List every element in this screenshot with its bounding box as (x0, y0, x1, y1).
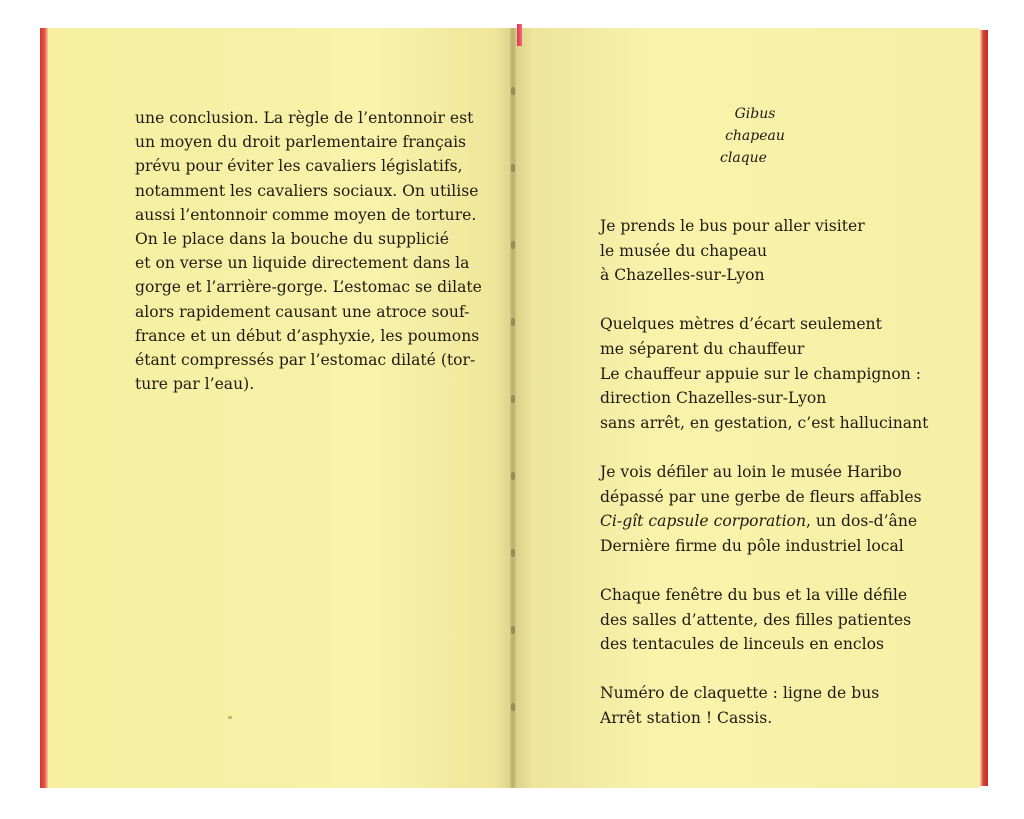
text-line: notamment les cavaliers sociaux. On utilise (135, 181, 479, 200)
stanza-2 (600, 312, 960, 435)
poem-title (700, 103, 810, 169)
verse-line: Dernière firme du pôle industriel local (600, 536, 904, 555)
verse-italic: Ci-gît capsule corporation (600, 512, 806, 531)
binding-stitch (511, 395, 515, 403)
verse-line: Chaque fenêtre du bus et la ville défile (600, 585, 908, 604)
text-line: gorge et l’arrière-gorge. L’estomac se dilate (135, 278, 482, 297)
stanza-5 (600, 681, 960, 730)
verse-line: Arrêt station ! Cassis. (600, 708, 773, 727)
verse-rest: , un dos-d’âne (806, 512, 918, 531)
binding-stitch (511, 318, 515, 326)
text-line: alors rapidement causant une atroce souf- (135, 302, 470, 321)
verse-line: des tentacules de linceuls en enclos (600, 635, 884, 654)
verse-line: me séparent du chauffeur (600, 339, 805, 358)
book-gutter (510, 28, 516, 788)
title-line-chapeau: chapeau (725, 128, 785, 144)
poem-body (600, 214, 960, 755)
verse-line: Quelques mètres d’écart seulement (600, 315, 882, 334)
text-line: et on verse un liquide directement dans la (135, 254, 470, 273)
title-line-claque: claque (720, 150, 767, 166)
verse-line: Je vois défiler au loin le musée Haribo (600, 462, 902, 481)
text-line: étant compressés par l’estomac dilaté (tor- (135, 351, 476, 370)
text-line: On le place dans la bouche du supplicié (135, 230, 449, 249)
stanza-4 (600, 583, 960, 657)
binding-stitch (511, 472, 515, 480)
binding-stitch (511, 703, 515, 711)
left-page-text (135, 106, 482, 396)
text-line: aussi l’entonnoir comme moyen de torture. (135, 205, 477, 224)
left-red-edge (40, 28, 48, 788)
verse-line: sans arrêt, en gestation, c’est hallucinant (600, 413, 929, 432)
text-line: un moyen du droit parlementaire français (135, 133, 467, 152)
stanza-1 (600, 214, 960, 288)
right-red-edge (980, 30, 988, 786)
text-line: prévu pour éviter les cavaliers législatifs, (135, 157, 463, 176)
verse-line: des salles d’attente, des filles patientes (600, 610, 912, 629)
verse-line: Numéro de claquette : ligne de bus (600, 684, 880, 703)
verse-line-mixed (600, 509, 960, 534)
binding-stitch (511, 549, 515, 557)
verse-line: Je prends le bus pour aller visiter (600, 217, 865, 235)
binding-stitch (511, 164, 515, 172)
binding-stitch (511, 241, 515, 249)
binding-stitch (511, 87, 515, 95)
page-mark (228, 716, 232, 719)
text-line: ture par l’eau). (135, 375, 255, 394)
verse-line: à Chazelles-sur-Lyon (600, 266, 765, 285)
title-line-gibus: Gibus (734, 106, 776, 122)
stanza-3 (600, 460, 960, 558)
verse-line: le musée du chapeau (600, 241, 768, 260)
ribbon-bookmark (517, 24, 522, 46)
verse-line: Le chauffeur appuie sur le champignon : (600, 364, 922, 383)
text-line: france et un début d’asphyxie, les poumons (135, 326, 480, 345)
text-line: une conclusion. La règle de l’entonnoir est (135, 109, 474, 127)
binding-stitch (511, 626, 515, 634)
verse-line: direction Chazelles-sur-Lyon (600, 389, 827, 408)
verse-line: dépassé par une gerbe de fleurs affables (600, 487, 922, 506)
